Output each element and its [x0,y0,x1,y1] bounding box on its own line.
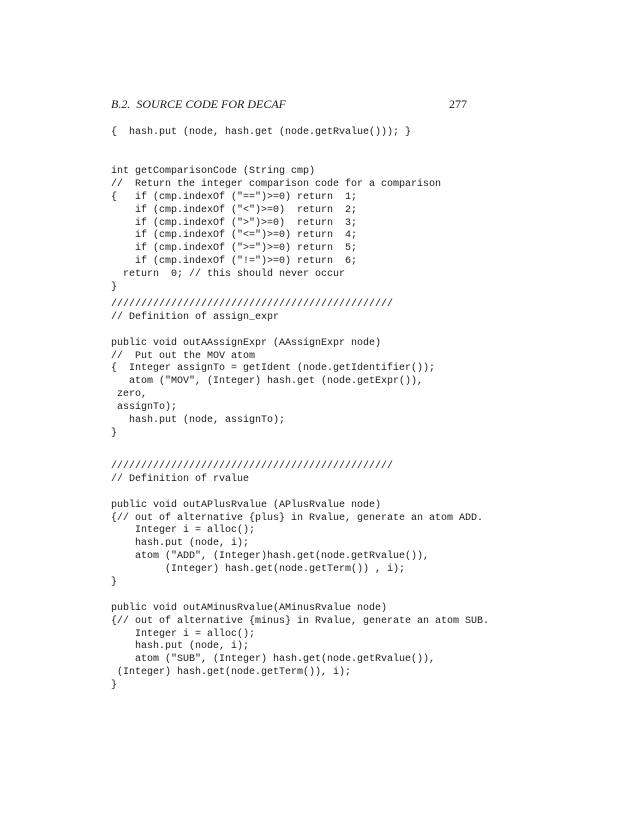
code-line: { Integer assignTo = getIdent (node.getIdentifier()); [111,363,436,375]
code-line: hash.put (node, i); [111,641,250,653]
code-line: assignTo); [111,402,178,414]
code-line: public void outAAssignExpr (AAssignExpr node) [111,337,382,349]
code-line: // Definition of rvalue [111,473,250,485]
code-line: atom ("ADD", (Integer)hash.get(node.getRvalue()), [111,551,430,563]
code-block-hash-put-rvalue [111,127,411,140]
code-line: { hash.put (node, hash.get (node.getRvalue())); } [111,127,412,138]
code-line: if (cmp.indexOf (">=")>=0) return 5; [111,243,358,255]
code-line: if (cmp.indexOf ("!=")>=0) return 6; [111,256,358,268]
code-line: if (cmp.indexOf ("<=")>=0) return 4; [111,230,358,242]
running-header-section: B.2. SOURCE CODE FOR DECAF [111,97,286,111]
code-line: atom ("MOV", (Integer) hash.get (node.getExpr()), [111,376,424,388]
code-line: } [111,282,118,294]
code-line [111,487,489,500]
code-line: return 0; // this should never occur [111,269,346,281]
code-line [111,590,489,603]
code-line: Integer i = alloc(); [111,525,256,537]
code-line: if (cmp.indexOf (">")>=0) return 3; [111,217,358,229]
code-line: // Return the integer comparison code for a comparison [111,178,442,190]
code-line: /////////////////////////////////////////////// [111,299,394,310]
code-line: Integer i = alloc(); [111,628,256,640]
code-block-assign-expr [111,299,435,441]
code-line: public void outAPlusRvalue (APlusRvalue node) [111,499,382,511]
code-line: } [111,577,118,589]
code-line: (Integer) hash.get(node.getTerm()), i); [111,667,352,679]
code-line: {// out of alternative {plus} in Rvalue, generate an atom ADD. [111,512,484,524]
code-line: // Definition of assign_expr [111,311,280,323]
code-line: // Put out the MOV atom [111,350,256,362]
page-number: 277 [449,97,467,111]
code-block-get-comparison-code [111,166,441,295]
code-line: if (cmp.indexOf ("<")>=0) return 2; [111,204,358,216]
code-line: {// out of alternative {minus} in Rvalue, generate an atom SUB. [111,615,490,627]
code-line: hash.put (node, i); [111,538,250,550]
code-line: { if (cmp.indexOf ("==")>=0) return 1; [111,191,358,203]
code-line: /////////////////////////////////////////////// [111,461,394,472]
code-block-rvalue [111,461,489,693]
code-line: } [111,427,118,439]
code-line: atom ("SUB", (Integer) hash.get(node.getRvalue()), [111,654,436,666]
code-line [111,325,435,338]
code-line: } [111,680,118,692]
code-line: hash.put (node, assignTo); [111,415,286,427]
code-line: zero, [111,389,148,401]
code-line: (Integer) hash.get(node.getTerm()) , i); [111,564,406,576]
code-line: int getComparisonCode (String cmp) [111,166,316,177]
code-line: public void outAMinusRvalue(AMinusRvalue node) [111,602,388,614]
